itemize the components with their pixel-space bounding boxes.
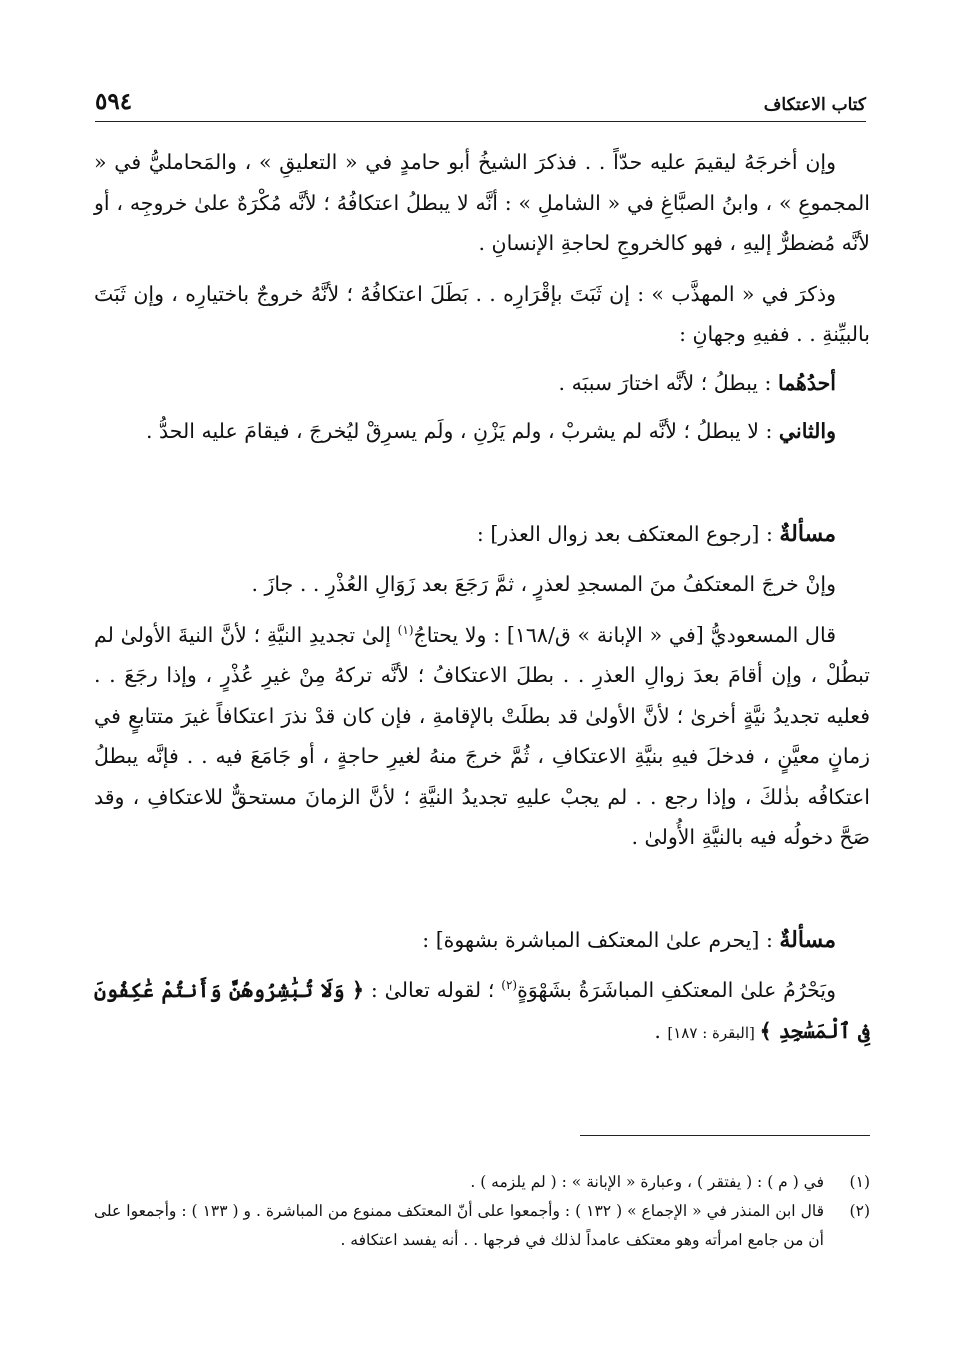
paragraph-2: وذكرَ في « المهذَّب » : إن ثَبَتَ بإقْرَارِه . . بَطَلَ اعتكافُهُ ؛ لأنَّهُ خروجٌ باختيارِه ، وإن ثَبَتَ بالبيِّنةِ . . ففيهِ وجهانِ : (94, 281, 870, 346)
footnote-text: قال ابن المنذر في « الإجماع » ( ١٣٢ ) : وأجمعوا على أنّ المعتكف ممنوع من المباشرة . و ( ١٣٣ ) : وأجمعوا على أن من جامع امرأته وهو معتكف عامداً لذلك في فرجها . . أنه يفسد اعتكافه . (94, 1202, 824, 1249)
paragraph-6-start: قال المسعوديُّ [في « الإبانة » ق/١٦٨] : ولا يحتاجُ (413, 622, 836, 647)
page-number: ٥٩٤ (95, 88, 133, 115)
first-view-label: أحدُهُما (777, 370, 836, 395)
footnotes (94, 1168, 870, 1255)
issue-heading-2 (94, 920, 870, 961)
second-view-text: : لا يبطلُ ؛ لأنَّه لم يشربْ ، ولم يَزْنِ ، ولَم يسرِقْ ليُخرجَ ، فيقامَ عليه الحدُّ . (146, 419, 779, 443)
footnote-2 (94, 1197, 870, 1255)
footnote-ref-1[interactable]: (١) (397, 622, 414, 637)
paragraph-5: وإنْ خرجَ المعتكفُ منَ المسجدِ لعذرٍ ، ثمَّ رَجَعَ بعد زَوَالِ العُذْرِ . . جازَ . (251, 572, 836, 596)
first-view-text: : يبطلُ ؛ لأنَّه اختارَ سببَه . (558, 370, 778, 395)
paragraph-7-start: ويَحْرُمُ علىٰ المعتكفِ المباشَرَةُ بشَهْوَةٍ (517, 978, 836, 1002)
issue-title: : [يحرم علىٰ المعتكف المباشرة بشهوة] : (422, 927, 780, 952)
paragraph-first-view (94, 363, 870, 404)
page-header (95, 82, 866, 122)
second-view-label: والثاني (778, 419, 836, 443)
section-gap (94, 462, 870, 514)
paragraph-7-end: . (654, 1018, 668, 1043)
issue-heading-1 (94, 514, 870, 555)
paragraph-7-mid: ؛ لقوله تعالىٰ : (364, 978, 502, 1002)
footnote-ref-2[interactable]: (٢) (501, 978, 518, 993)
issue-title: : [رجوع المعتكف بعد زوال العذر] : (476, 521, 780, 546)
quran-verse: ﴿ وَلَا تُبَٰشِرُوهُنَّ وَأَنتُمْ عَٰكِفُونَ فِى ٱلْمَسَٰجِدِ ﴾ (94, 978, 870, 1043)
footnote-number: (١) (849, 1173, 870, 1191)
running-title: كتاب الاعتكاف (763, 95, 866, 115)
paragraph-6 (94, 615, 870, 858)
issue-label: مسألةٌ (779, 926, 836, 953)
section-gap (94, 868, 870, 920)
footnote-separator (580, 1135, 870, 1136)
paragraph-1: وإن أخرجَهُ ليقيمَ عليه حدّاً . . فذكرَ الشيخُ أبو حامدٍ في « التعليقِ » ، والمَحامليُّ في « المجموعِ » ، وابنُ الصبَّاغِ في « الشاملِ » : أنَّه لا يبطلُ اعتكافُهُ ؛ لأنَّه مُكْرَهٌ علىٰ خروجِه ، أو لأنَّه مُضطرٌّ إليهِ ، فهو كالخروجِ لحاجةِ الإنسانِ . (94, 150, 870, 255)
issue-label: مسألةٌ (779, 520, 836, 547)
footnote-number: (٢) (849, 1202, 870, 1220)
paragraph-second-view (94, 411, 870, 452)
footnote-text: في ( م ) : ( يفتقر ) ، وعبارة « الإبانة » : ( لم يلزمه ) . (470, 1173, 824, 1191)
main-text (94, 142, 870, 1063)
verse-reference: [البقرة : ١٨٧] (667, 1023, 760, 1042)
footnote-1 (94, 1168, 870, 1197)
paragraph-6-rest: إلىٰ تجديدِ النيَّةِ ؛ لأنَّ النيةَ الأولىٰ لم تبطُلْ ، وإن أقامَ بعدَ زوالِ العذرِ . . بطلَ الاعتكافُ ؛ لأنَّه تركهُ مِنْ غيرِ عُذْرٍ ، وإذا رجَعَ . . فعليه تجديدُ نيَّةٍ أخرىٰ ؛ لأنَّ الأولىٰ قد بطلَتْ بالإقامةِ ، فإن كان قدْ نذرَ اعتكافاً غيرَ متتابعٍ في زمانٍ معيَّنٍ ، فدخلَ فيهِ بنيَّةِ الاعتكافِ ، ثُمَّ خرجَ منهُ لغيرِ حاجةٍ ، أو جَامَعَ فيه . . فإنَّه يبطلُ اعتكافُه بذٰلكَ ، وإذا رجع . . لم يجبْ عليهِ تجديدُ النيَّةِ ؛ لأنَّ الزمانَ مستحقٌّ للاعتكافِ ، وقد صَحَّ دخولُه فيه بالنيَّةِ الأُولىٰ . (94, 622, 870, 849)
paragraph-7 (94, 970, 870, 1053)
